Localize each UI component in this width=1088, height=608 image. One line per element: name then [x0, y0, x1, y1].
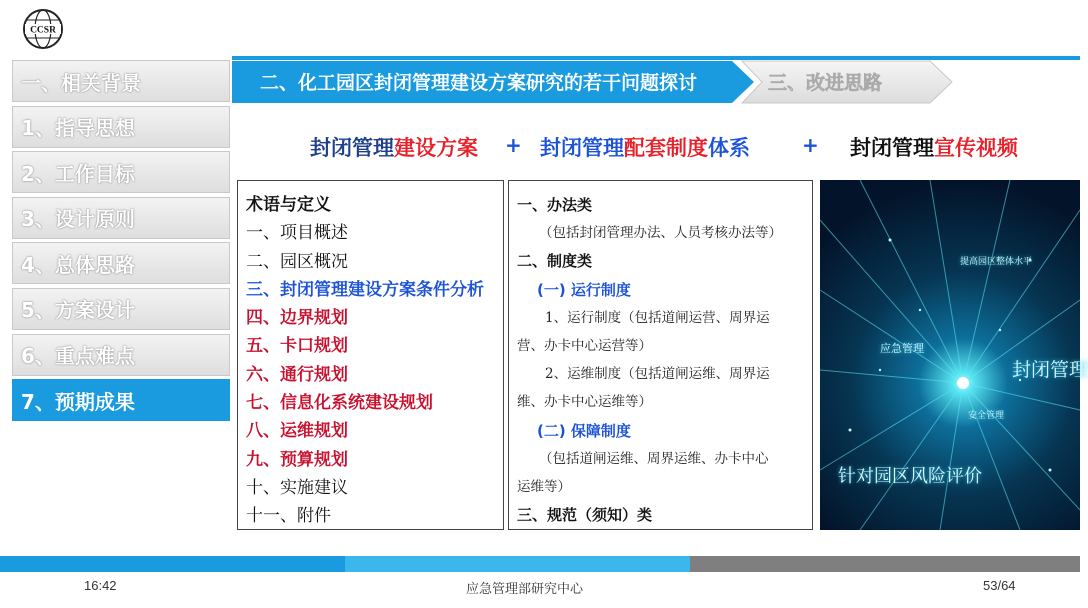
outline-item: 二、园区概况 — [246, 251, 348, 272]
nav-item-design-principle[interactable]: 3、设计原则 — [12, 197, 230, 239]
nav-item-plan-design[interactable]: 5、方案设计 — [12, 288, 230, 330]
outline-item: 八、运维规划 — [246, 421, 348, 442]
system-line: 1、运行制度（包括道闸运营、周界运 — [545, 309, 770, 326]
outline-item: 十、实施建议 — [246, 477, 348, 498]
system-heading: 三、规范（须知）类 — [517, 506, 653, 525]
system-line: 营、办卡中心运营等） — [517, 338, 652, 355]
section-chevrons — [232, 61, 952, 103]
promo-video-thumbnail[interactable] — [820, 180, 1088, 530]
title-part1-a: 封闭管理 — [310, 136, 394, 160]
footer-org: 应急管理部研究中心 — [466, 581, 584, 596]
system-line: 2、运维制度（包括道闸运维、周界运 — [545, 366, 770, 383]
system-subheading: (一) 运行制度 — [537, 280, 631, 299]
video-label-4: 安全管理 — [968, 411, 1005, 421]
nav-item-guiding-idea[interactable]: 1、指导思想 — [12, 106, 230, 148]
header-divider — [232, 56, 1080, 60]
outline-item: 一、项目概述 — [246, 223, 348, 244]
system-line: （包括封闭管理办法、人员考核办法等） — [539, 225, 782, 242]
nav-item-expected-results[interactable]: 7、预期成果 — [12, 379, 230, 421]
title-part2-c: 体系 — [708, 136, 750, 160]
construction-plan-outline — [237, 180, 504, 530]
bar-seg-grey — [690, 556, 1080, 572]
system-line: 运维等） — [517, 479, 571, 496]
footer-time: 16:42 — [84, 578, 117, 593]
nav-item-work-goal[interactable]: 2、工作目标 — [12, 151, 230, 193]
title-part3-a: 封闭管理 — [850, 136, 934, 160]
logo-text: CCSR — [30, 25, 56, 36]
plus-sign-2: + — [802, 133, 819, 157]
outline-item: 三、封闭管理建设方案条件分析 — [246, 279, 484, 300]
outline-item: 术语与定义 — [246, 195, 331, 215]
bar-seg-lightblue — [345, 556, 690, 572]
bar-seg-blue — [0, 556, 345, 572]
outline-item: 十一、附件 — [246, 506, 331, 527]
nav-item-key-difficulties[interactable]: 6、重点难点 — [12, 334, 230, 376]
nav-item-overall-idea[interactable]: 4、总体思路 — [12, 242, 230, 284]
system-heading: 二、制度类 — [517, 252, 593, 271]
title-part1-b: 建设方案 — [394, 136, 478, 160]
ccsr-logo — [22, 8, 64, 50]
title-part3-b: 宣传视频 — [934, 136, 1018, 160]
outline-item: 五、卡口规划 — [246, 336, 348, 357]
title-part2 — [540, 132, 750, 162]
bottom-color-bar — [0, 556, 1080, 572]
outline-item: 四、边界规划 — [246, 308, 348, 329]
video-label-3: 封闭管理 — [1012, 359, 1088, 381]
video-label-2: 应急管理 — [880, 342, 924, 355]
title-part2-b: 配套制度 — [624, 136, 708, 160]
nav-item-background[interactable]: 一、相关背景 — [12, 60, 230, 102]
system-line: （包括道闸运维、周界运维、办卡中心 — [539, 450, 769, 467]
title-part2-a: 封闭管理 — [540, 136, 624, 160]
video-label-5: 针对园区风险评价 — [838, 466, 982, 487]
outline-item: 九、预算规划 — [246, 449, 348, 470]
video-label-1: 提高园区整体水平 — [960, 257, 1033, 267]
left-nav — [12, 60, 230, 425]
system-heading: 一、办法类 — [517, 196, 593, 214]
chevron-next-label: 三、改进思路 — [768, 72, 883, 94]
system-line: 维、办卡中心运维等） — [517, 394, 652, 411]
chevron-active-label: 二、化工园区封闭管理建设方案研究的若干问题探讨 — [260, 72, 698, 94]
system-subheading: (二) 保障制度 — [537, 421, 631, 440]
title-part1 — [310, 132, 478, 162]
plus-sign-1: + — [505, 133, 522, 157]
title-part3 — [850, 132, 1018, 162]
outline-item: 七、信息化系统建设规划 — [246, 393, 433, 414]
outline-item: 六、通行规划 — [246, 364, 348, 385]
footer-page-number: 53/64 — [983, 578, 1016, 593]
supporting-system-outline — [508, 180, 813, 530]
